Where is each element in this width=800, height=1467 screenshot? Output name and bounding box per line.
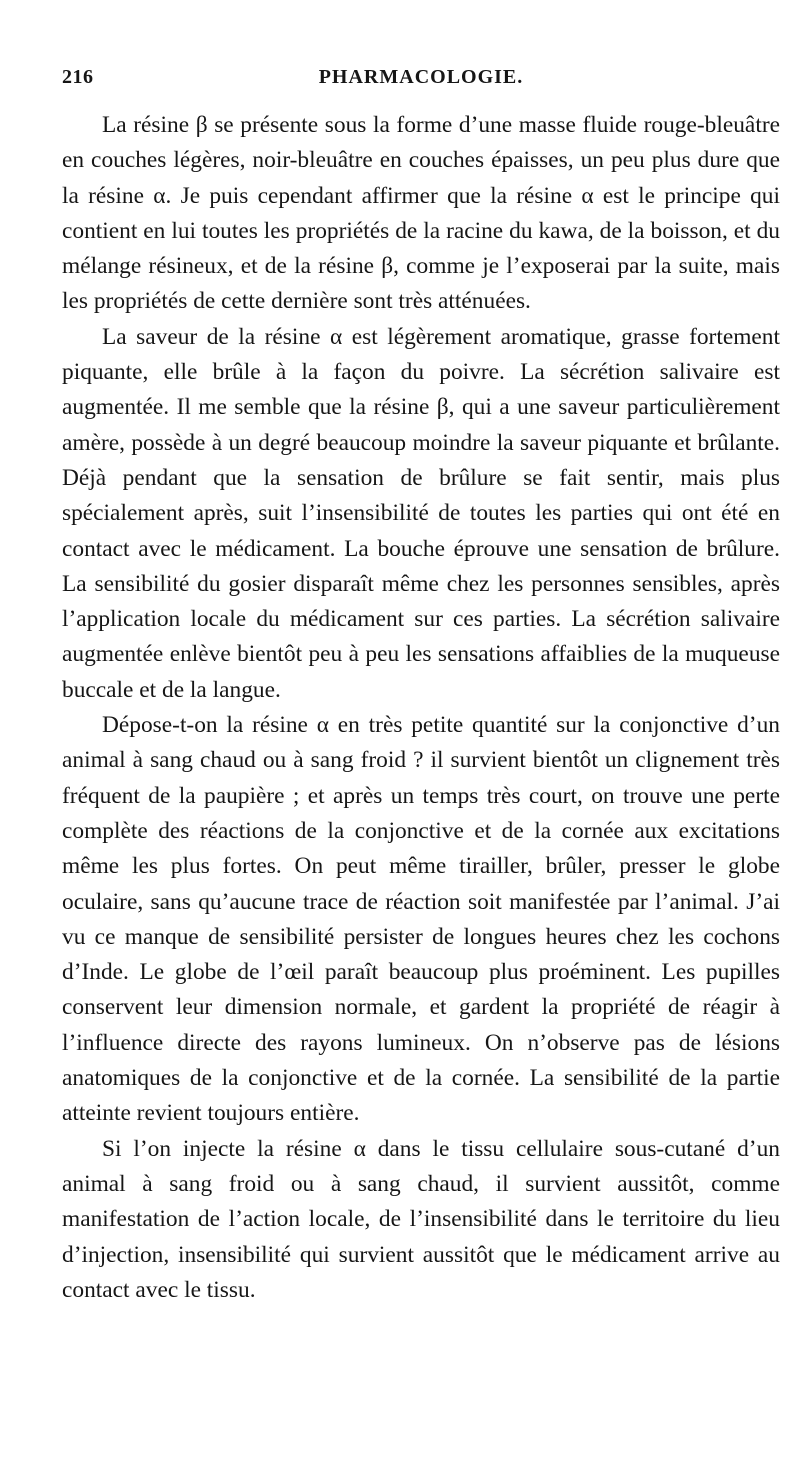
book-page xyxy=(62,62,780,1308)
running-title: PHARMACOLOGIE. xyxy=(318,66,524,88)
paragraph-conjunctiva: Dépose-t-on la résine α en très petite quantité sur la conjonctive d’un animal à sang chaud ou à sang froid ? il survient bientôt un clignement très fréquent de la paupière ; et après un temps très court, on trouve une perte complète des réactions de la conjonctive et de la cornée aux excitations même les plus fortes. On peut même tirailler, brûler, presser le globe oculaire, sans qu’aucune trace de réaction soit manifestée par l’animal. J’ai vu ce manque de sensibilité persister de longues heures chez les cochons d’Inde. Le globe de l’œil paraît beaucoup plus proéminent. Les pupilles conservent leur dimension normale, et gardent la propriété de réagir à l’influence directe des rayons lumineux. On n’observe pas de lésions anatomiques de la conjonctive et de la cornée. La sensibilité de la partie atteinte revient toujours entière. xyxy=(62,712,780,1127)
paragraph-injection: Si l’on injecte la résine α dans le tissu cellulaire sous-cutané d’un animal à sang froid ou à sang chaud, il survient aussitôt, comme manifestation de l’action locale, de l’insensibilité dans le territoire du lieu d’injection, insensibilité qui survient aussitôt que le médicament arrive au contact avec le tissu. xyxy=(62,1135,780,1303)
body-text xyxy=(62,108,780,1308)
paragraph-resin-beta: La résine β se présente sous la forme d’une masse fluide rouge-bleuâtre en couches légères, noir-bleuâtre en couches épaisses, un peu plus dure que la résine α. Je puis cependant affirmer que la résine α est le principe qui contient en lui toutes les propriétés de la racine du kawa, de la boisson, et du mélange résineux, et de la résine β, comme je l’exposerai par la suite, mais les propriétés de cette dernière sont très atténuées. xyxy=(62,112,780,315)
paragraph-taste: La saveur de la résine α est légèrement aromatique, grasse fortement piquante, elle brûle à la façon du poivre. La sécrétion salivaire est augmentée. Il me semble que la résine β, qui a une saveur particulièrement amère, possède à un degré beaucoup moindre la saveur piquante et brûlante. Déjà pendant que la sensation de brûlure se fait sentir, mais plus spécialement après, suit l’insensibilité de toutes les parties qui ont été en contact avec le médicament. La bouche éprouve une sensation de brûlure. La sensibilité du gosier disparaît même chez les personnes sensibles, après l’application locale du médicament sur ces parties. La sécrétion salivaire augmentée enlève bientôt peu à peu les sensations affaiblies de la muqueuse buccale et de la langue. xyxy=(62,323,780,703)
page-number: 216 xyxy=(62,66,94,88)
running-head xyxy=(62,62,780,98)
